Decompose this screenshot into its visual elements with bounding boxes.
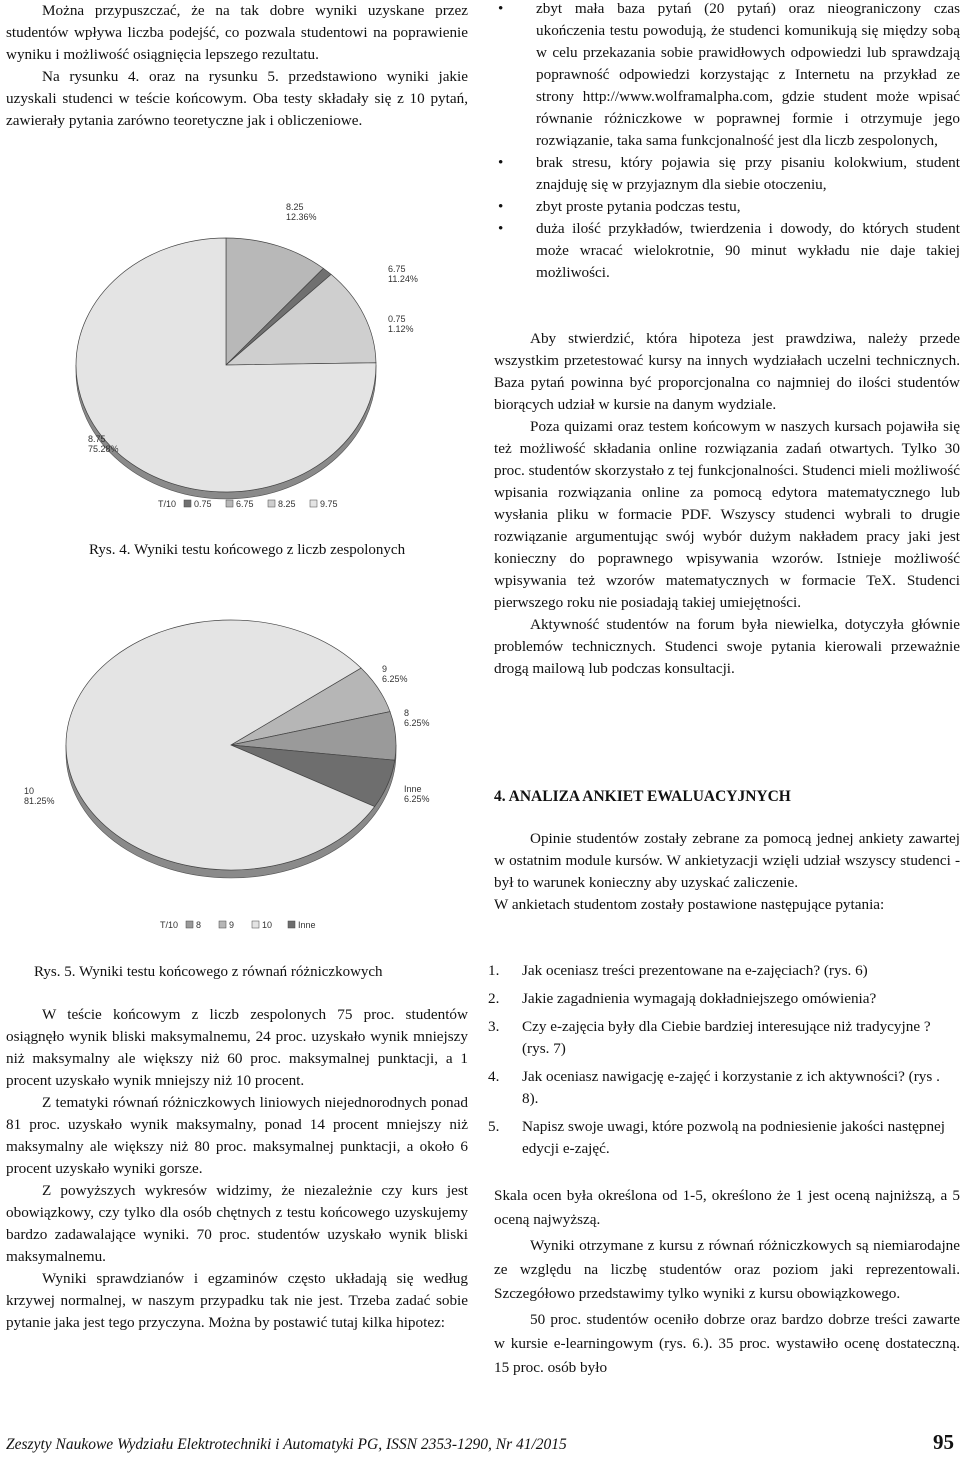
paragraph: Wyniki otrzymane z kursu z równań różniczkowych są niemiarodajne ze względu na liczbę studentów oraz poziom jaki reprezentowali. Szczegółowo przedstawimy tylko wyniki z kursu obowiązkowego. — [494, 1237, 960, 1302]
slice-label: Inne — [404, 784, 422, 794]
pie-chart-differential-equations — [16, 610, 436, 940]
figure-5-caption: Rys. 5. Wyniki testu końcowego z równań różniczkowych — [34, 964, 383, 980]
legend-label: 6.75 — [236, 499, 254, 509]
slice-label: 6.75 — [388, 264, 406, 274]
legend-label: 8 — [196, 920, 202, 930]
legend-label: 0.75 — [194, 499, 212, 509]
legend-label: 8.25 — [278, 499, 296, 509]
paragraph: 50 proc. studentów oceniło dobrze oraz bardzo dobrze treści zawarte w kursie e-learningowym (rys. 6.). 35 proc. wystawiło ocenę dostateczną. 15 proc. osób było — [494, 1311, 960, 1376]
list-item: 2. Jakie zagadnienia wymagają dokładniejszego omówienia? — [488, 990, 877, 1007]
legend-swatch — [288, 921, 295, 928]
legend-title: T/10 — [158, 499, 177, 509]
slice-percent: 6.25% — [382, 674, 408, 684]
slice-percent: 6.25% — [404, 718, 430, 728]
paragraph: W teście końcowym z liczb zespolonych 75 proc. studentów osiągnęło wynik bliski maksymalnemu, 24 proc. uzyskało wynik mniejszy niż maksymalny ale większy niż 60 proc. maksymalnej punktacji, a 1 procent uzyskało wynik mniejszy niż 10 procent. — [6, 1006, 468, 1089]
legend-swatch — [184, 500, 191, 507]
slice-label: 0.75 — [388, 314, 406, 324]
legend-label: Inne — [298, 920, 316, 930]
paragraph: Z powyższych wykresów widzimy, że niezależnie czy kurs jest obowiązkowy, czy tylko dla osób chętnych z testu końcowego uzyskujemy bardzo zadawalające wyniki. 70 proc. studentów uzyskało wynik bliski maksymalnemu. — [6, 1182, 468, 1265]
survey-block — [494, 828, 960, 916]
paragraph: Z tematyki równań różniczkowych liniowych niejednorodnych ponad 81 proc. uzyskało wynik maksymalny, ponad 14 procent mniejszy niż maksymalny ale większy niż 80 proc. maksymalnej punktacji, a około 6 procent uzyskało wyniki gorsze. — [6, 1094, 468, 1177]
figure-4-caption: Rys. 4. Wyniki testu końcowego z liczb zespolonych — [89, 542, 406, 558]
list-item: • duża ilość przykładów, twierdzenia i dowody, do których student może wracać wielokrotnie, 90 minut wykładu nie daje takiej możliwości. — [498, 220, 960, 281]
list-item: 1. Jak oceniasz treści prezentowane na e-zajęciach? (rys. 6) — [488, 962, 868, 979]
page-number: 95 — [933, 1430, 954, 1454]
legend-swatch — [310, 500, 317, 507]
bullet-icon: • — [498, 154, 504, 171]
legend-swatch — [252, 921, 259, 928]
slice-percent: 81.25% — [24, 796, 55, 806]
paragraph: Na rysunku 4. oraz na rysunku 5. przedstawiono wyniki jakie uzyskali studenci w teście końcowym. Oba testy składały się z 10 pytań, zawierały pytania zarówno teoretyczne jak i obliczeniowe. — [6, 68, 468, 129]
bullet-icon: • — [498, 0, 504, 17]
slice-percent: 6.25% — [404, 794, 430, 804]
slice-label: 9 — [382, 664, 388, 674]
slice-percent: 1.12% — [388, 324, 414, 334]
legend-swatch — [219, 921, 226, 928]
list-item: • zbyt proste pytania podczas testu, — [494, 196, 960, 218]
questions-list — [488, 960, 960, 1166]
slice-percent: 75.28% — [88, 444, 119, 454]
intro-block — [6, 0, 468, 132]
journal-footer: Zeszyty Naukowe Wydziału Elektrotechniki i Automatyki PG, ISSN 2353-1290, Nr 41/2015 — [6, 1436, 567, 1453]
legend-label: 9 — [229, 920, 235, 930]
paragraph: Aktywność studentów na forum była niewielka, dotyczyła głównie problemów technicznych. Studenci swoje pytania kierowali przeważnie drogą mailową lub podczas konsultacji. — [494, 616, 960, 677]
slice-label: 8 — [404, 708, 410, 718]
list-item: • brak stresu, który pojawia się przy pisaniu kolokwium, student znajduję się w przyjaznym dla siebie otoczeniu, — [498, 154, 960, 193]
slice-percent: 12.36% — [286, 212, 317, 222]
closing-block — [494, 1184, 960, 1380]
legend-swatch — [226, 500, 233, 507]
paragraph: Aby stwierdzić, która hipoteza jest prawdziwa, należy przede wszystkim przetestować kursy na innych wydziałach uczelni technicznych. Baza pytań powinna być proporcjonalna co najmniej do ilości studentów biorących udział w kursie na danym wydziale. — [494, 330, 960, 413]
legend-label: 9.75 — [320, 499, 338, 509]
paragraph: Wyniki sprawdzianów i egzaminów często układają się według krzywej normalnej, w naszym przypadku tak nie jest. Trzeba zadać sobie pytanie jaka jest tego przyczyna. Można by postawić tutaj kilka hipotez: — [6, 1270, 468, 1331]
paragraph: W ankietach studentom zostały postawione następujące pytania: — [494, 896, 885, 913]
slice-percent: 11.24% — [388, 274, 418, 284]
list-item: 5. Napisz swoje uwagi, które pozwolą na podniesienie jakości następnej edycji e-zajęć. — [488, 1118, 946, 1157]
list-item: 4. Jak oceniasz nawigację e-zajęć i korzystanie z ich aktywności? (rys . 8). — [488, 1068, 940, 1107]
bullet-icon: • — [498, 198, 504, 215]
slice-label: 10 — [24, 786, 35, 796]
legend-title: T/10 — [160, 920, 179, 930]
slice-label: 8.75 — [88, 434, 106, 444]
pie-chart-complex-numbers — [66, 200, 446, 520]
bullet-icon: • — [498, 220, 504, 237]
hypotheses-list — [494, 0, 960, 284]
paragraph: Opinie studentów zostały zebrane za pomocą jednej ankiety zawartej w ostatnim module kursów. W ankietyzacji wzięli udział wszyscy studenci - był to warunek konieczny aby uzyskać zaliczenie. — [494, 830, 960, 891]
legend-label: 10 — [262, 920, 273, 930]
section-heading: 4. ANALIZA ANKIET EWALUACYJNYCH — [494, 788, 791, 805]
paragraph: Skala ocen była określona od 1-5, określono że 1 jest oceną najniższą, a 5 oceną najwyższą. — [494, 1187, 960, 1228]
list-item: 3. Czy e-zajęcia były dla Ciebie bardziej interesujące niż tradycyjne ? (rys. 7) — [488, 1018, 931, 1057]
paragraph: Poza quizami oraz testem końcowym w naszych kursach pojawiła się też możliwość składania online rozwiązania zadań otwartych. Tylko 30 proc. studentów skorzystało z tej funkcjonalności. Studenci mieli możliwość wpisania rozwiązania online za pomocą edytora matematycznego lub wysłania pliku w formacie PDF. Wszyscy studenci wybrali to drugie rozwiązanie argumentując swój wybór dużym nakładem pracy jaki jest konieczny do poprawnego wpisywania wzorów. Istnieje możliwość wpisywania też wzorów matematycznych w formacie TeX. Studenci pierwszego roku nie posiadają takiej umiejętności. — [494, 418, 960, 611]
legend-swatch — [186, 921, 193, 928]
legend-swatch — [268, 500, 275, 507]
discussion-block — [494, 328, 960, 680]
slice-label: 8.25 — [286, 202, 304, 212]
list-item: • zbyt mała baza pytań (20 pytań) oraz nieograniczony czas ukończenia testu powodują, że studenci komunikują się między sobą w celu przekazania sobie prawidłowych odpowiedzi lub sprawdzają poprawność odpowiedzi korzystając z Internetu na przykład ze strony http://www.wolframalpha.com, gdzie student może wpisać równanie różniczkowe w poprawnej formie i otrzymuje jego rozwiązanie, taka sama funkcjonalność jest dla liczb zespolonych, — [498, 0, 960, 149]
results-block — [6, 1004, 468, 1334]
paragraph: Można przypuszczać, że na tak dobre wyniki uzyskane przez studentów wpływa liczba podejść, co pozwala studentowi na poprawienie wyniku i możliwość osiągnięcia lepszego rezultatu. — [6, 2, 468, 63]
